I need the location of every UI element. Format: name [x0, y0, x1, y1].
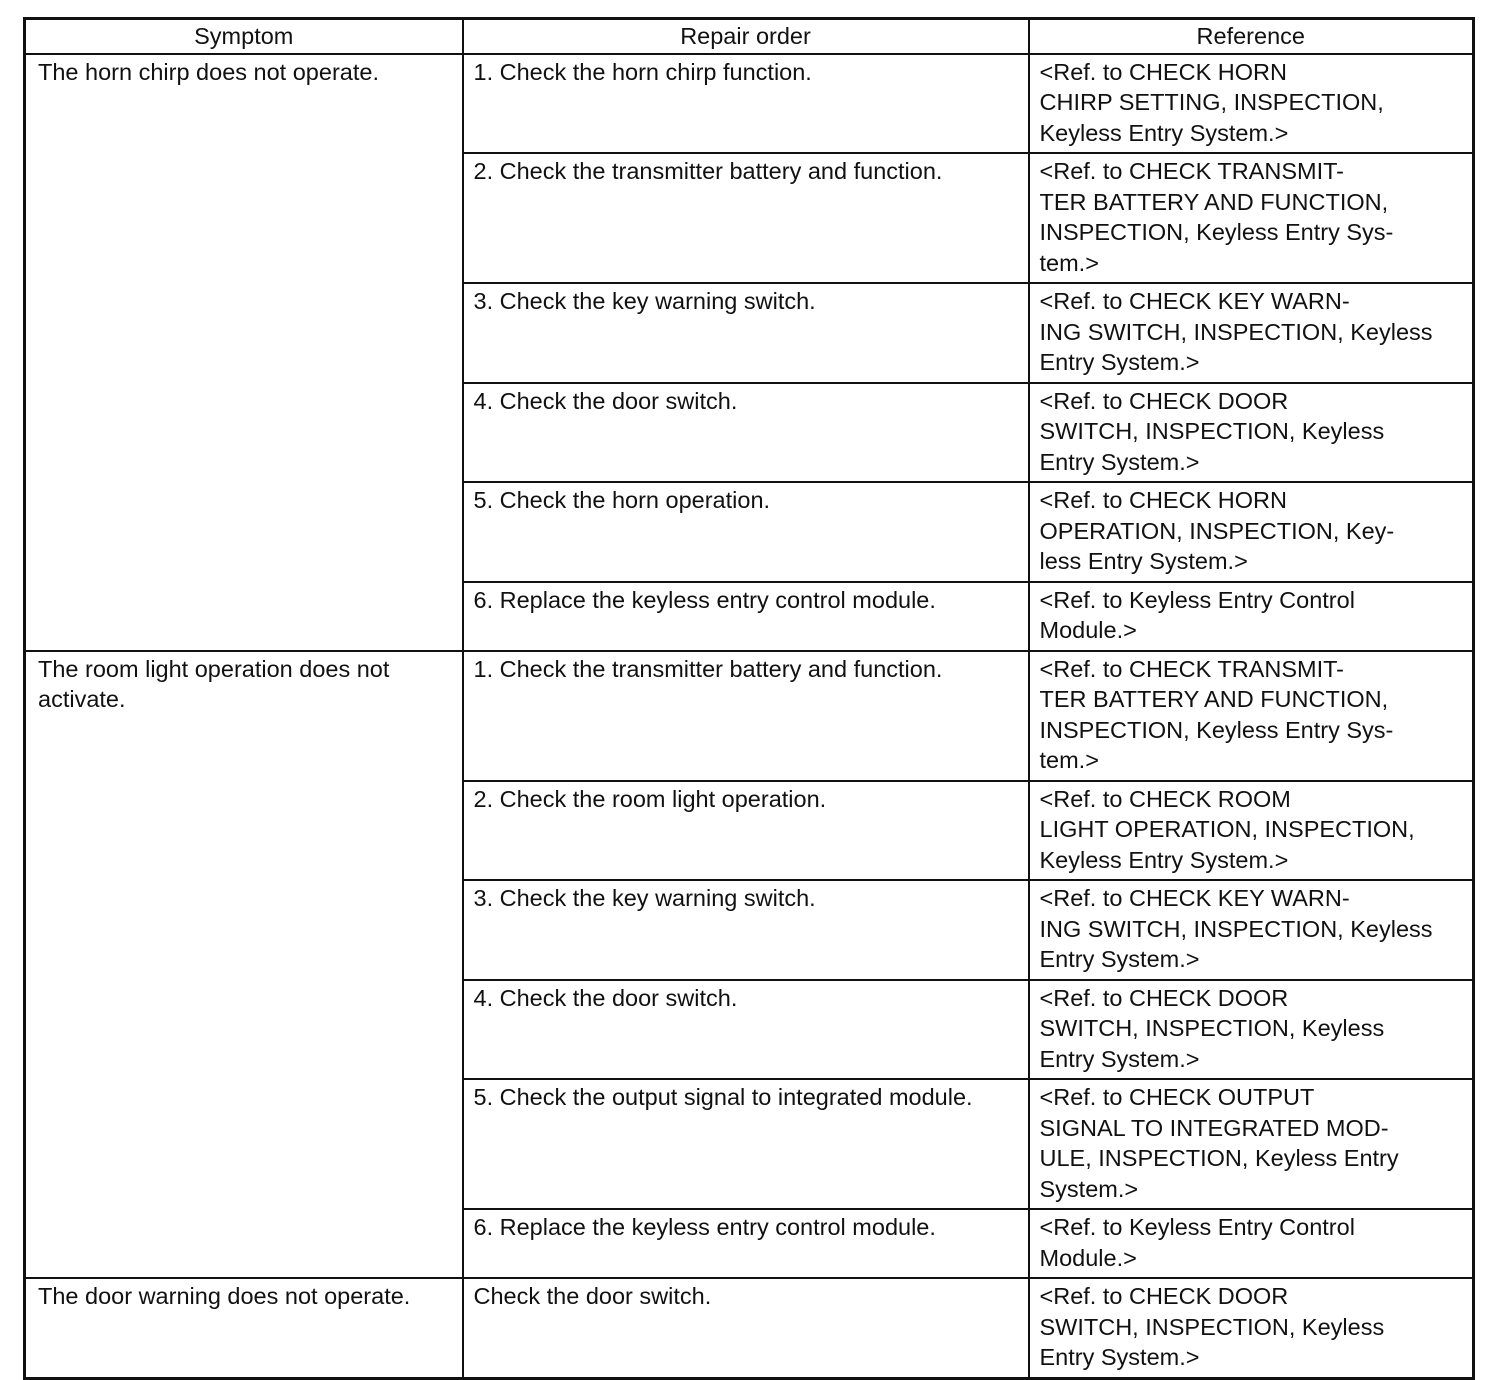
reference-cell: <Ref. to CHECK KEY WARN- ING SWITCH, INSPECTION, Keyless Entry System.>	[1029, 880, 1474, 980]
repair-order-cell: 5. Check the horn operation.	[463, 482, 1029, 582]
reference-cell: <Ref. to CHECK HORN OPERATION, INSPECTION, Key- less Entry System.>	[1029, 482, 1474, 582]
symptom-cell: The door warning does not operate.	[25, 1278, 463, 1378]
reference-cell: <Ref. to CHECK DOOR SWITCH, INSPECTION, Keyless Entry System.>	[1029, 383, 1474, 483]
repair-order-cell: Check the door switch.	[463, 1278, 1029, 1378]
repair-order-cell: 4. Check the door switch.	[463, 383, 1029, 483]
reference-cell: <Ref. to Keyless Entry Control Module.>	[1029, 1209, 1474, 1278]
repair-order-cell: 3. Check the key warning switch.	[463, 880, 1029, 980]
repair-order-cell: 1. Check the transmitter battery and function.	[463, 651, 1029, 781]
repair-order-cell: 2. Check the room light operation.	[463, 781, 1029, 881]
reference-cell: <Ref. to Keyless Entry Control Module.>	[1029, 582, 1474, 651]
troubleshooting-table	[23, 17, 1475, 1380]
symptom-cell: The room light operation does not activate.	[25, 651, 463, 1279]
reference-cell: <Ref. to CHECK DOOR SWITCH, INSPECTION, Keyless Entry System.>	[1029, 1278, 1474, 1378]
repair-order-cell: 6. Replace the keyless entry control module.	[463, 582, 1029, 651]
table-row	[25, 651, 1474, 781]
reference-cell: <Ref. to CHECK OUTPUT SIGNAL TO INTEGRATED MOD- ULE, INSPECTION, Keyless Entry System.>	[1029, 1079, 1474, 1209]
reference-cell: <Ref. to CHECK ROOM LIGHT OPERATION, INSPECTION, Keyless Entry System.>	[1029, 781, 1474, 881]
repair-order-cell: 2. Check the transmitter battery and function.	[463, 153, 1029, 283]
repair-order-cell: 4. Check the door switch.	[463, 980, 1029, 1080]
reference-cell: <Ref. to CHECK HORN CHIRP SETTING, INSPECTION, Keyless Entry System.>	[1029, 54, 1474, 154]
symptom-cell: The horn chirp does not operate.	[25, 54, 463, 651]
troubleshooting-table-sheet	[23, 17, 1472, 1380]
reference-cell: <Ref. to CHECK TRANSMIT- TER BATTERY AND FUNCTION, INSPECTION, Keyless Entry Sys- tem.>	[1029, 651, 1474, 781]
reference-cell: <Ref. to CHECK DOOR SWITCH, INSPECTION, Keyless Entry System.>	[1029, 980, 1474, 1080]
repair-order-cell: 6. Replace the keyless entry control module.	[463, 1209, 1029, 1278]
reference-cell: <Ref. to CHECK KEY WARN- ING SWITCH, INSPECTION, Keyless Entry System.>	[1029, 283, 1474, 383]
header-repair-order: Repair order	[463, 19, 1029, 54]
repair-order-cell: 5. Check the output signal to integrated module.	[463, 1079, 1029, 1209]
header-reference: Reference	[1029, 19, 1474, 54]
table-row	[25, 1278, 1474, 1378]
header-symptom: Symptom	[25, 19, 463, 54]
repair-order-cell: 3. Check the key warning switch.	[463, 283, 1029, 383]
reference-cell: <Ref. to CHECK TRANSMIT- TER BATTERY AND FUNCTION, INSPECTION, Keyless Entry Sys- tem.>	[1029, 153, 1474, 283]
header-row	[25, 19, 1474, 54]
table-row	[25, 54, 1474, 154]
repair-order-cell: 1. Check the horn chirp function.	[463, 54, 1029, 154]
